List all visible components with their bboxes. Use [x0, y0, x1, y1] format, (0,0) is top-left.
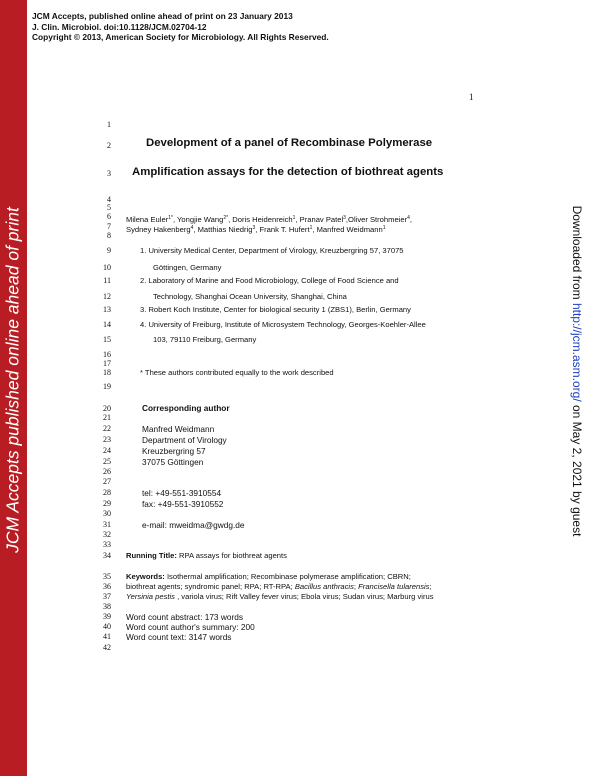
affiliation-3: 3. Robert Koch Institute, Center for biological security 1 (ZBS1), Berlin, Germany — [140, 305, 411, 314]
author-affiliation-mark: 4 — [190, 225, 194, 231]
line-number: 14 — [103, 320, 111, 329]
author-name: Sydney Hakenberg — [126, 225, 191, 234]
publication-header — [32, 11, 329, 43]
line-number: 42 — [103, 643, 111, 652]
header-line-2: J. Clin. Microbiol. doi:10.1128/JCM.02704-12 — [32, 21, 207, 32]
journal-url-link[interactable]: http://jcm.asm.org/ — [570, 302, 584, 402]
author-list-line-2 — [126, 225, 385, 234]
line-number: 39 — [103, 612, 111, 621]
corresponding-department: Department of Virology — [142, 435, 227, 445]
line-number: 41 — [103, 632, 111, 641]
line-number: 6 — [107, 212, 111, 221]
line-number: 21 — [103, 413, 111, 422]
author-name: , Manfred Weidmann — [312, 225, 383, 234]
affiliation-2-cont: Technology, Shanghai Ocean University, Shanghai, China — [153, 292, 347, 301]
author-affiliation-mark: 1* — [168, 215, 173, 221]
line-number: 13 — [103, 305, 111, 314]
affiliation-2: 2. Laboratory of Marine and Food Microbiology, College of Food Science and — [140, 276, 399, 285]
line-number: 15 — [103, 335, 111, 344]
corresponding-phone: tel: +49-551-3910554 — [142, 488, 222, 498]
corresponding-street: Kreuzbergring 57 — [142, 446, 206, 456]
corresponding-author-heading: Corresponding author — [142, 403, 230, 413]
author-name: Milena Euler — [126, 215, 169, 224]
line-number: 24 — [103, 446, 111, 455]
author-affiliation-mark: 1 — [292, 215, 296, 221]
line-number: 16 — [103, 350, 111, 359]
line-number: 1 — [107, 120, 111, 129]
word-count-text: Word count text: 3147 words — [126, 632, 232, 642]
author-affiliation-mark: 4 — [407, 215, 410, 221]
running-title-label: Running Title: — [126, 551, 177, 560]
author-affiliation-mark: 3 — [343, 215, 346, 221]
corresponding-city: 37075 Göttingen — [142, 457, 204, 467]
line-number: 3 — [107, 169, 111, 178]
sidebar-accepts-text: JCM Accepts published online ahead of print — [2, 207, 23, 553]
line-number: 11 — [103, 276, 111, 285]
line-number: 19 — [103, 382, 111, 391]
keyword-species: Bacillus anthracis — [294, 582, 354, 591]
line-number: 33 — [103, 540, 111, 549]
author-name: ,Oliver Strohmeier — [345, 215, 408, 224]
affiliation-1-cont: Göttingen, Germany — [153, 263, 222, 272]
keywords-line-3 — [126, 592, 434, 601]
author-separator: , — [409, 215, 413, 224]
title-line-2: Amplification assays for the detection of biothreat agents — [132, 166, 444, 178]
author-list-line-1 — [126, 215, 412, 224]
keywords-text: Isothermal amplification; Recombinase polymerase amplification; CBRN; — [164, 572, 411, 581]
author-affiliation-mark: 2* — [223, 215, 229, 221]
line-number: 23 — [103, 435, 111, 444]
download-suffix: on May 2, 2021 by guest — [570, 401, 584, 537]
author-name: , Matthias Niedrig — [193, 225, 253, 234]
line-number: 4 — [107, 195, 111, 204]
journal-sidebar — [0, 0, 27, 776]
author-name: , Yongjie Wang — [172, 215, 224, 224]
line-number: 38 — [103, 602, 111, 611]
line-number: 9 — [107, 246, 111, 255]
keyword-species: Yersinia pestis — [126, 592, 175, 601]
keywords-text: , variola virus; Rift Valley fever virus; Ebola virus; Sudan virus; Marburg virus — [174, 592, 434, 601]
line-number: 34 — [103, 551, 111, 560]
line-number: 27 — [103, 477, 111, 486]
line-number: 12 — [103, 292, 111, 301]
keywords-line-2 — [126, 582, 432, 591]
corresponding-fax: fax: +49-551-3910552 — [142, 499, 224, 509]
corresponding-name: Manfred Weidmann — [142, 424, 215, 434]
line-number: 20 — [103, 404, 111, 413]
author-affiliation-mark: 1 — [382, 225, 386, 231]
line-number: 31 — [103, 520, 111, 529]
line-number: 35 — [103, 572, 111, 581]
word-count-summary: Word count author's summary: 200 — [126, 622, 255, 632]
author-affiliation-mark: 3 — [252, 225, 256, 231]
line-number: 32 — [103, 530, 111, 539]
affiliation-4: 4. University of Freiburg, Institute of Microsystem Technology, Georges-Koehler-Allee — [140, 320, 426, 329]
line-number: 10 — [103, 263, 111, 272]
author-affiliation-mark: 1 — [309, 225, 313, 231]
line-number: 7 — [107, 222, 111, 231]
line-number: 28 — [103, 488, 111, 497]
running-title — [126, 551, 287, 560]
keywords-text: ; — [429, 582, 432, 591]
line-number: 29 — [103, 499, 111, 508]
title-line-1: Development of a panel of Recombinase Polymerase — [146, 137, 433, 149]
download-notice — [570, 206, 584, 537]
word-count-abstract: Word count abstract: 173 words — [126, 612, 243, 622]
line-number: 37 — [103, 592, 111, 601]
affiliation-1: 1. University Medical Center, Department of Virology, Kreuzbergring 57, 37075 — [140, 246, 404, 255]
line-number: 8 — [107, 231, 111, 240]
author-name: , Doris Heidenreich — [228, 215, 293, 224]
header-line-1: JCM Accepts, published online ahead of print on 23 January 2013 — [32, 11, 293, 21]
line-number: 18 — [103, 368, 111, 377]
line-number: 26 — [103, 467, 111, 476]
line-number: 22 — [103, 424, 111, 433]
line-number: 17 — [103, 359, 111, 368]
line-number: 36 — [103, 582, 111, 591]
line-number: 30 — [103, 509, 111, 518]
line-number: 25 — [103, 457, 111, 466]
line-number: 2 — [107, 141, 111, 150]
author-name: , Frank T. Hufert — [255, 225, 310, 234]
keywords-text: ; — [353, 582, 359, 591]
running-title-text: RPA assays for biothreat agents — [176, 551, 287, 560]
keywords-label: Keywords: — [126, 572, 165, 581]
download-prefix: Downloaded from — [570, 205, 584, 303]
affiliation-4-cont: 103, 79110 Freiburg, Germany — [153, 335, 257, 344]
page-number: 1 — [469, 92, 474, 102]
author-name: , Pranav Patel — [295, 215, 344, 224]
equal-contribution-note: * These authors contributed equally to the work described — [140, 368, 334, 377]
keyword-species: Francisella tularensis — [358, 582, 430, 591]
keywords-text: biothreat agents; syndromic panel; RPA; RT-RPA; — [126, 582, 295, 591]
line-number: 40 — [103, 622, 111, 631]
keywords-line-1 — [126, 572, 411, 581]
corresponding-email: e-mail: mweidma@gwdg.de — [142, 520, 245, 530]
line-number: 5 — [107, 203, 111, 212]
header-line-3: Copyright © 2013, American Society for Microbiology. All Rights Reserved. — [32, 32, 329, 43]
